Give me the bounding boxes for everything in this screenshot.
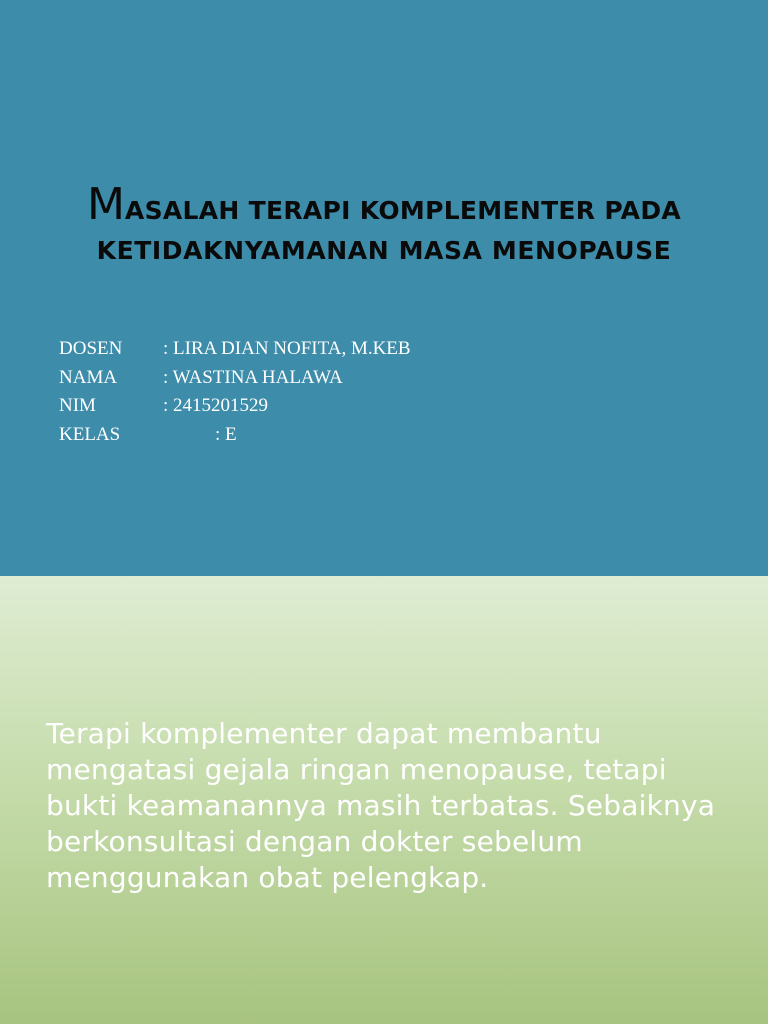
info-value: : 2415201529 xyxy=(163,395,269,417)
title-initial-cap: M xyxy=(86,179,125,230)
info-value: : LIRA DIAN NOFITA, M.KEB xyxy=(163,338,411,359)
info-label: DOSEN xyxy=(59,338,123,359)
info-row-kelas xyxy=(59,421,411,450)
info-row-nama xyxy=(59,364,411,393)
title-line-1 xyxy=(0,179,768,230)
title-line-2: KETIDAKNYAMANAN MASA MENOPAUSE xyxy=(96,236,672,265)
info-value: : WASTINA HALAWA xyxy=(163,366,343,388)
info-row-nim xyxy=(59,392,411,421)
info-label: NAMA xyxy=(59,366,118,388)
slide-title xyxy=(0,179,768,265)
info-value: : E xyxy=(215,424,237,446)
title-line-1-text: ASALAH TERAPI KOMPLEMENTER PADA xyxy=(124,196,682,225)
student-info xyxy=(59,335,411,450)
info-label: KELAS xyxy=(59,424,121,446)
info-label: NIM xyxy=(59,395,96,417)
summary-note: Terapi komplementer dapat membantu mengatasi gejala ringan menopause, tetapi bukti keamanannya masih terbatas. Sebaiknya berkonsultasi dengan dokter sebelum menggunakan obat pelengkap. xyxy=(46,717,716,894)
info-row-dosen xyxy=(59,335,411,364)
